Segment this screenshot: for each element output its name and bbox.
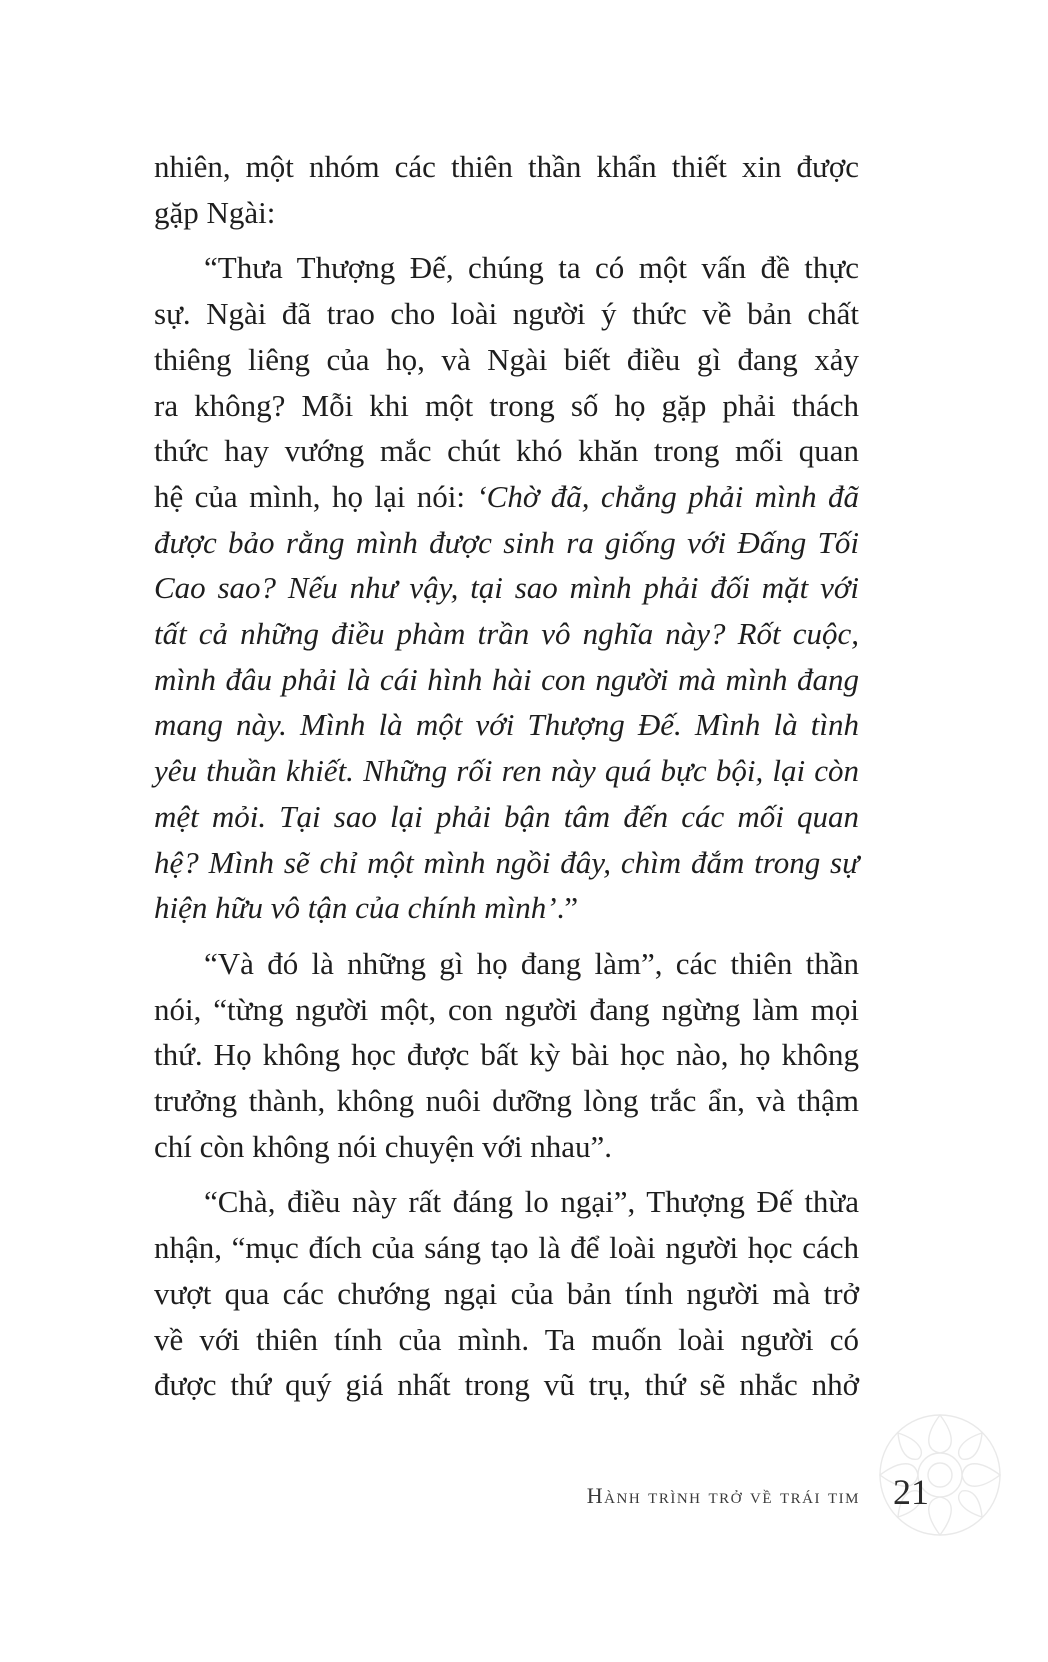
text-line xyxy=(154,748,859,794)
text-run: thiêng liêng của họ, và Ngài biết điều gì đang xảy xyxy=(154,341,859,377)
italic-text-run: hệ? Mình sẽ chỉ một mình ngồi đây, chìm đắm trong sự xyxy=(154,844,859,880)
page-footer xyxy=(0,1463,1048,1533)
text-line xyxy=(154,702,859,748)
text-run: được thứ quý giá nhất trong vũ trụ, thứ sẽ nhắc nhở xyxy=(154,1367,859,1403)
page-number: 21 xyxy=(893,1472,929,1512)
italic-text-run: được bảo rằng mình được sinh ra giống với Đấng Tối xyxy=(154,524,859,560)
text-run: ra không? Mỗi khi một trong số họ gặp phải thách xyxy=(154,387,859,423)
text-run: .” xyxy=(556,890,579,926)
text-run: gặp Ngài: xyxy=(154,194,276,230)
text-run: sự. Ngài đã trao cho loài người ý thức về bản chất xyxy=(154,296,859,332)
text-run: hệ của mình, họ lại nói: xyxy=(154,478,477,514)
text-run: nhiên, một nhóm các thiên thần khẩn thiết xin được xyxy=(154,149,859,184)
running-title: Hành trình trở về trái tim xyxy=(586,1483,860,1508)
text-line xyxy=(154,1124,859,1170)
text-line xyxy=(154,1225,859,1271)
text-line xyxy=(154,383,859,429)
italic-text-run: tất cả những điều phàm trần vô nghĩa này? Rốt cuộc, xyxy=(154,616,859,652)
text-run: thứ. Họ không học được bất kỳ bài học nào, họ không xyxy=(154,1037,859,1073)
text-line xyxy=(154,245,859,291)
italic-text-run: Cao sao? Nếu như vậy, tại sao mình phải đối mặt với xyxy=(154,570,859,606)
text-line xyxy=(154,428,859,474)
italic-text-run: yêu thuần khiết. Những rối ren này quá bực bội, lại còn xyxy=(154,753,859,789)
text-run: về với thiên tính của mình. Ta muốn loài người có xyxy=(154,1321,859,1357)
italic-text-run: ‘Chờ đã, chẳng phải mình đã xyxy=(476,478,859,514)
text-line xyxy=(154,885,859,931)
text-run: nói, “từng người một, con người đang ngừng làm mọi xyxy=(154,991,859,1027)
text-line xyxy=(154,1032,859,1078)
text-line xyxy=(154,144,859,190)
text-line xyxy=(154,1179,859,1225)
italic-text-run: mình đâu phải là cái hình hài con người mà mình đang xyxy=(154,661,859,697)
text-line xyxy=(154,611,859,657)
text-run: chí còn không nói chuyện với nhau”. xyxy=(154,1128,613,1164)
text-line xyxy=(154,337,859,383)
text-line xyxy=(154,1078,859,1124)
text-line xyxy=(154,1362,859,1408)
text-line xyxy=(154,657,859,703)
text-line xyxy=(154,1317,859,1363)
text-line xyxy=(154,941,859,987)
text-line xyxy=(154,520,859,566)
text-line xyxy=(154,565,859,611)
text-line xyxy=(154,474,859,520)
text-run: “Thưa Thượng Đế, chúng ta có một vấn đề thực xyxy=(204,250,859,286)
italic-text-run: mang này. Mình là một với Thượng Đế. Mình là tình xyxy=(154,707,859,743)
paragraph xyxy=(154,144,859,235)
text-run: trưởng thành, không nuôi dưỡng lòng trắc ẩn, và thậm xyxy=(154,1083,859,1119)
text-run: vượt qua các chướng ngại của bản tính người mà trở xyxy=(154,1275,859,1311)
text-run: “Chà, điều này rất đáng lo ngại”, Thượng Đế thừa xyxy=(204,1184,859,1220)
text-run: “Và đó là những gì họ đang làm”, các thiên thần xyxy=(204,945,859,981)
paragraph xyxy=(154,1179,859,1408)
text-line xyxy=(154,1271,859,1317)
italic-text-run: hiện hữu vô tận của chính mình’ xyxy=(154,890,557,926)
text-line xyxy=(154,794,859,840)
body-text xyxy=(154,144,859,1408)
text-run: thức hay vướng mắc chút khó khăn trong mối quan xyxy=(154,433,859,469)
text-run: nhận, “mục đích của sáng tạo là để loài người học cách xyxy=(154,1230,859,1266)
text-line xyxy=(154,987,859,1033)
paragraph xyxy=(154,941,859,1170)
italic-text-run: mệt mỏi. Tại sao lại phải bận tâm đến các mối quan xyxy=(154,798,859,834)
paragraph xyxy=(154,245,859,931)
text-line xyxy=(154,840,859,886)
text-line xyxy=(154,291,859,337)
text-line xyxy=(154,190,859,236)
